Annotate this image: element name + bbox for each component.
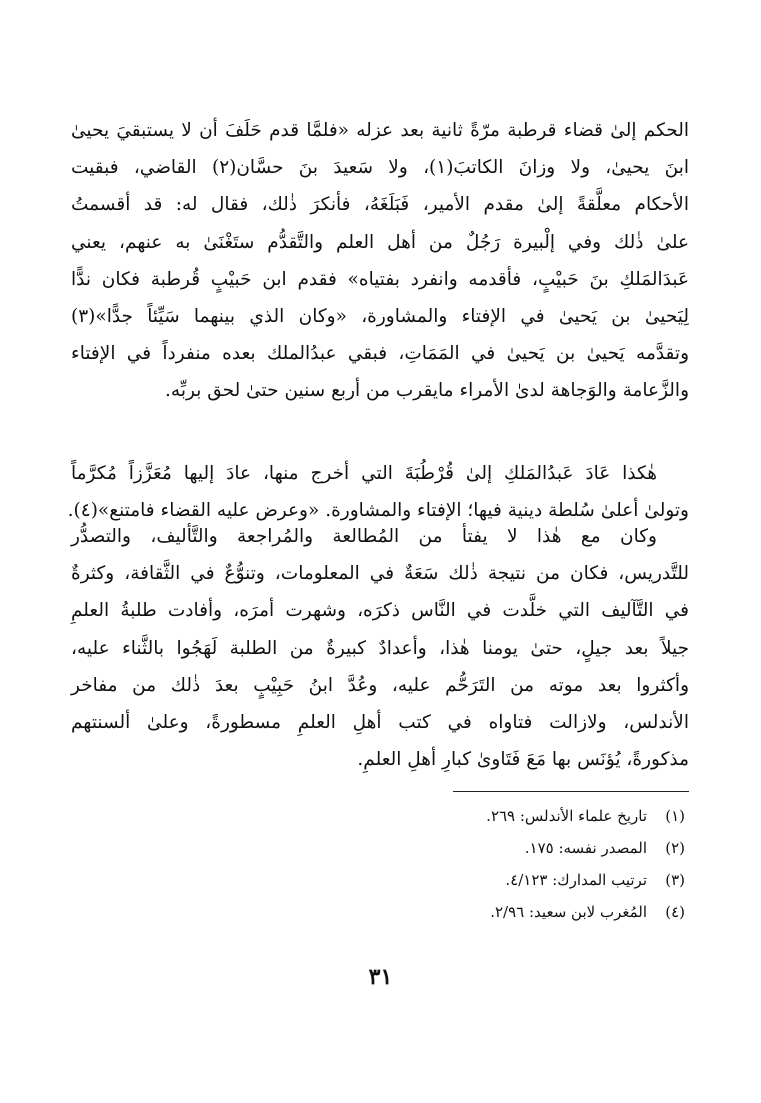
footnote-number: (١) (665, 807, 685, 825)
page-number: ٣١ (368, 964, 393, 990)
text-line: علىٰ ذٰلك وفي إلْبيرة رَجُلٌ من أهل العلم والتَّقدُّم ستَغْنَىٰ به عنهم، يعني (71, 231, 689, 253)
footnote-text: ترتيب المدارك: ٤/١٢٣. (505, 871, 647, 889)
paragraph-3 (71, 518, 689, 778)
text-line: هٰكذا عَادَ عَبدُالمَلكِ إلىٰ قُرْطُبَةَ التي أخرج منها، عادَ إليها مُعَزَّزاً مُكرَّماً (71, 463, 657, 484)
text-line: الأندلس، ولازالت فتاواه في كتب أهلِ العلمِ مسطورةً، وعلىٰ ألسنتهم (71, 712, 689, 734)
text-line: وأكثروا بعد موته من التَرَحُّم عليه، وعُدَّ ابنُ حَبِيْبٍ بعدَ ذٰلك من مفاخر (71, 674, 689, 696)
footnote-number: (٢) (665, 839, 685, 857)
text-line: في التَّآليف التي خلَّدت في النَّاس ذكرَه، وشهرت أمرَه، وأفادت طلبةُ العلمِ (71, 600, 689, 622)
footnotes-list (205, 800, 685, 928)
footnote-number: (٤) (665, 903, 685, 921)
text-line: ابنَ يحيىٰ، ولا وزانَ الكاتبَ(١)، ولا سَعيدَ بنَ حسَّان(٢) القاضي، فبقيت (71, 157, 690, 179)
text-line: وتقدَّمه يَحيىٰ بن يَحيىٰ في المَمَاتِ، فبقي عبدُالملك بعده منفرداً في الإفتاء (71, 343, 689, 365)
footnote-separator (453, 791, 689, 792)
footnote-item (205, 864, 685, 896)
footnote-item (205, 896, 685, 928)
footnote-number: (٣) (665, 871, 685, 889)
paragraph-1 (71, 112, 689, 410)
text-line: الحكم إلىٰ قضاء قرطبة مرّةً ثانية بعد عزله «فلمَّا قدم حَلَفَ أن لا يستبقيَ يحيىٰ (71, 120, 689, 141)
text-line: وتولىٰ أعلىٰ سُلطة دينية فيها؛ الإفتاء والمشاورة. «وعرض عليه القضاء فامتنع»(٤). (67, 500, 689, 522)
text-line: وكان مع هٰذا لا يفتأ من المُطالعة والمُراجعة والتَّأليف، والتصدُّر (71, 526, 657, 547)
text-line: جيلاً بعد جيلٍ، حتىٰ يومنا هٰذا، وأعدادٌ كبيرةٌ من الطلبة لَهَجُوا بالثَّناء عليه، (71, 637, 689, 659)
text-line: للتَّدريس، فكان من نتيجة ذٰلك سَعَةٌ في المعلومات، وتنوُّعٌ في الثَّقافة، وكثرةٌ (71, 563, 689, 585)
footnote-text: تاريخ علماء الأندلس: ٢٦٩. (486, 807, 647, 825)
text-line: والزَّعامة والوَجاهة لدىٰ الأمراء مايقرب من أربع سنين حتىٰ لحق بربِّه. (165, 380, 689, 402)
footnote-item (205, 832, 685, 864)
text-line: الأحكام معلَّقةً إلىٰ مقدم الأمير، فَبَلَغَهُ، فأنكرَ ذٰلك، فقال له: قد أقسمتُ (71, 194, 689, 216)
footnote-item (205, 800, 685, 832)
text-line: مذكورةً، يُؤنَس بها مَعَ فَتَاوىٰ كبارِ أهلِ العلمِ. (357, 749, 689, 771)
text-line: عَبدَالمَلكِ بنَ حَبيْبٍ، فأقدمه وانفرد بفتياه» فقدم ابن حَبيْبٍ قُرطبة فكان ندًّا (71, 268, 689, 290)
footnote-text: المُغرب لابن سعيد: ٢/٩٦. (490, 903, 647, 921)
footnote-text: المصدر نفسه: ١٧٥. (524, 839, 647, 857)
text-line: لِيَحيىٰ بن يَحيىٰ في الإفتاء والمشاورة، «وكان الذي بينهما سَيِّئاً جدًّا»(٣) (71, 306, 689, 328)
